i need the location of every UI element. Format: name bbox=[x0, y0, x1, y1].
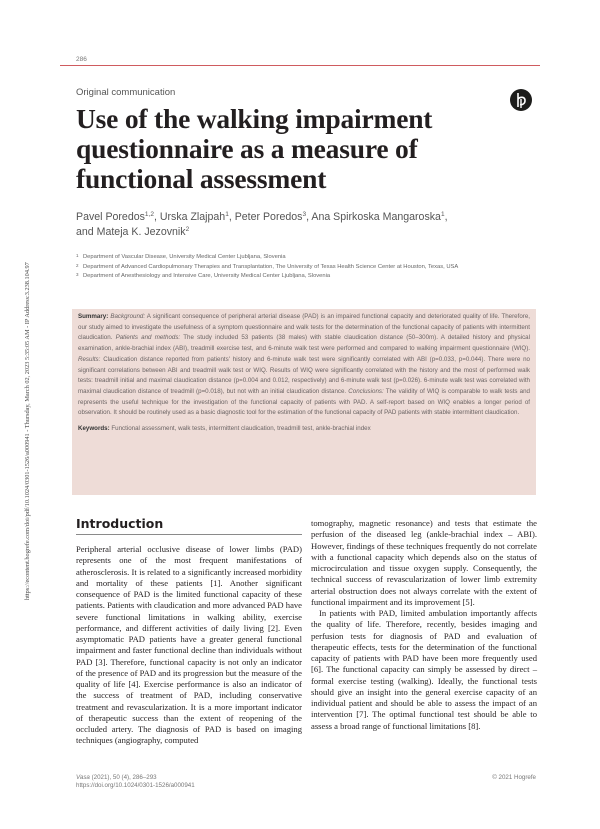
keywords: Keywords: Functional assessment, walk tests, intermittent claudication, treadmill test, ankle-brachial index bbox=[78, 425, 371, 433]
citation-details: (2021), 50 (4), 286–293 bbox=[89, 774, 157, 781]
affiliation-list bbox=[76, 253, 538, 282]
body-column-right bbox=[311, 518, 537, 732]
journal-name: Vasa bbox=[76, 774, 90, 781]
affiliation: 1 Department of Vascular Disease, University Medical Center Ljubljana, Slovenia bbox=[76, 253, 286, 260]
author[interactable]: Urska Zlajpah$^1$ bbox=[159, 211, 229, 223]
body-paragraph: Peripheral arterial occlusive disease of lower limbs (PAD) represents one of the most frequent manifestations of atherosclerosis. It is related to a significantly increased morbidity and mortality of these patients [1]. Another significant consequence of PAD is the limited functional capacity of these patients. Patients with claudication and more advanced PAD have severe functional limitations in walking ability, exercise performance, and different activities of daily living [2]. Even asymptomatic PAD patients have a greater general functional impairment and faster functional decline than individuals without PAD [3]. Therefore, functional capacity is not only an indicator of the presence of PAD and its progression but the measure of the quality of life [4]. Exercise performance is also an indicator of the success of treatment of PAD, including conservative treatment and revascularization. It is a more important indicator of therapeutic success than the extent of reopening of the occluded artery. The diagnosis of PAD is based on imaging techniques (angiography, computed bbox=[76, 544, 302, 746]
body-paragraph: In patients with PAD, limited ambulation importantly affects the quality of life. Therefore, recently, besides imaging and perfusion tests for diagnosis of PAD and evaluation of therapeutic effects, tests for the determination of the functional capacity of patients with PAD have been more frequently used [6]. The functional capacity can simply be assessed by direct – formal exercise testing (walking). Ideally, the functional tests should give an insight into the general exercise capacity of an individual patient and should be able to assess the impact of an intervention [7]. The optimal functional test should be able to assess a broad range of functional limitations [8]. bbox=[311, 608, 537, 731]
download-watermark: https://econtent.hogrefe.com/doi/pdf/10.1024/0301-1526/a000941 - Thursday, March 02, 2023 5:35:05 AM - IP Address:3.238.104.97 bbox=[24, 262, 31, 600]
header-rule bbox=[60, 65, 540, 66]
abstract-box bbox=[72, 309, 536, 495]
author-list: Pavel Poredos$^{1,2}$, Urska Zlajpah$^1$, Peter Poredos$^3$, Ana Spirkoska Mangaroska$^1$, and Mateja K. Jezovnik$^2$ bbox=[76, 211, 448, 238]
author[interactable]: Ana Spirkoska Mangaroska$^1$ bbox=[311, 211, 445, 223]
author[interactable]: Pavel Poredos$^{1,2}$ bbox=[76, 211, 154, 223]
article-type: Original communication bbox=[76, 87, 176, 98]
affiliation: 2 Department of Advanced Cardiopulmonary Therapies and Transplantation, The University of Texas Health Science Center at Houston, Texas, USA bbox=[76, 262, 459, 270]
footer-citation bbox=[76, 774, 195, 790]
affiliation: 3 Department of Anesthesiology and Intensive Care, University Medical Center Ljubljana, Slovenia bbox=[76, 272, 331, 279]
body-column-left bbox=[76, 544, 302, 747]
copyright: © 2021 Hogrefe bbox=[492, 774, 536, 781]
author[interactable]: Peter Poredos$^3$ bbox=[234, 211, 307, 223]
doi-link[interactable]: https://doi.org/10.1024/0301-1526/a000941 bbox=[76, 782, 195, 789]
authors-conjunction: and bbox=[76, 226, 94, 238]
page-number: 286 bbox=[76, 56, 87, 63]
body-paragraph: tomography, magnetic resonance) and tests that estimate the perfusion of the diseased leg (ankle-brachial index – ABI). However, findings of these techniques frequently do not correlate with a functional capacity which depends also on the status of microcirculation and tissue oxygen supply. Consequently, the technical success of revascularization of lower limb extremity arterial obstruction does not always correlate with the extent of functional impairment and its improvement [5]. bbox=[311, 518, 537, 607]
abstract-text: Summary: Background: A significant consequence of peripheral arterial disease (PAD) is an impaired functional capacity and deteriorated quality of life. Therefore, our study aimed to investigate the usefulness of a symptom questionnaire and walk tests for the determination of the functional capacity of patients with intermittent claudication. Patients and methods: The study included 53 patients (38 males) with stable claudication distance (50–300m). A detailed history and physical examination, ankle-brachial index (ABI), treadmill exercise test, and 6-minute walk test were performed and compared to walking impairment questionnaire (WIQ). Results: Claudication distance reported from patients' history and 6-minute walk test were significantly correlated with ABI (p=0.033, p=0.044). There were no significant correlations between ABI and treadmill walk test or WIQ. Results of WIQ were significantly correlated with the history and the most of performed walk tests: treadmill initial and maximal claudication distance (p=0.004 and 0.012, respectively) and 6-minute walk test (p=0.026). 6-minute walk test was correlated with maximal claudication distance of treadmill (p=0.018), but not with an initial claudication distance. Conclusions: The validity of WIQ is comparable to walk tests and represents the useful technique for the investigation of the functional capacity of patients with PAD. A self-report based on WIQ enables a longer period of observation. It should be routinely used as a basic diagnostic tool for the estimation of the functional capacity of PAD patients with stable intermittent claudication. bbox=[78, 313, 530, 417]
article-title: Use of the walking impairment questionnaire as a measure of functional assessment bbox=[76, 103, 433, 194]
section-heading-introduction: Introduction bbox=[76, 516, 302, 535]
author[interactable]: Mateja K. Jezovnik$^2$ bbox=[96, 226, 190, 238]
